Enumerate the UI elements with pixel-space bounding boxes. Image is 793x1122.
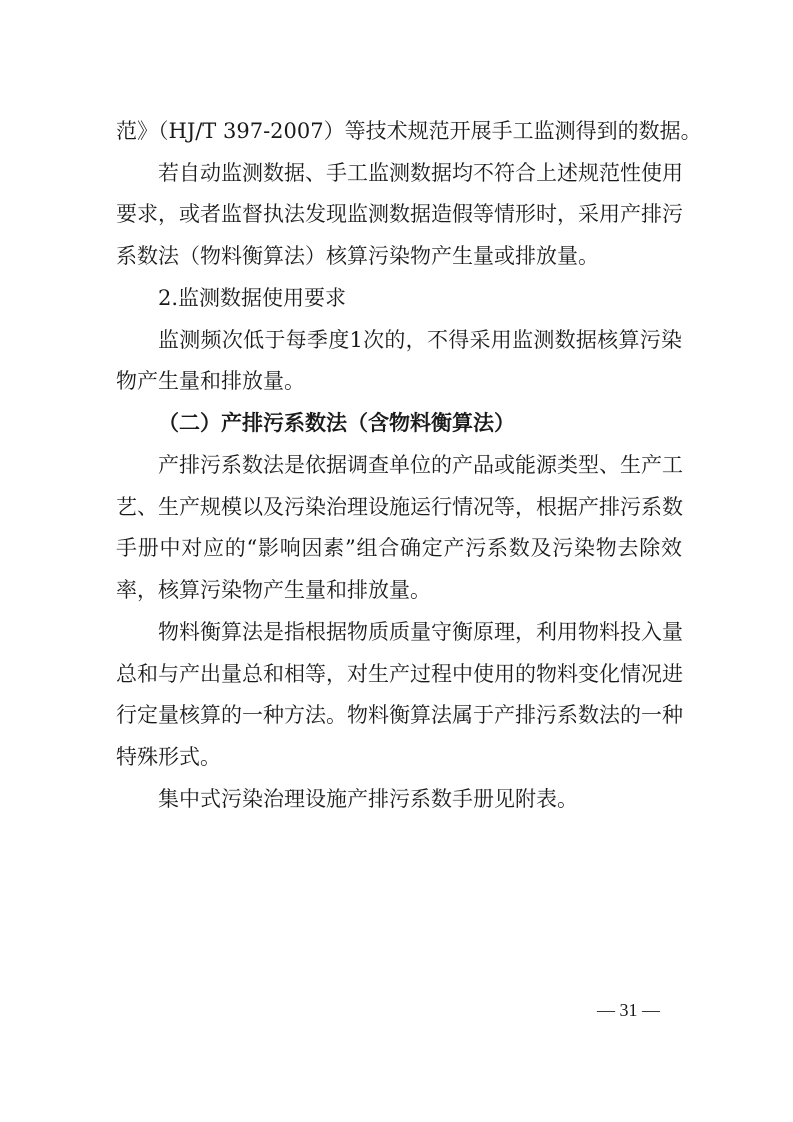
paragraph-line: 集中式污染治理设施产排污系数手册见附表。 [158, 787, 578, 811]
paragraph-line: 行定量核算的一种方法。物料衡算法属于产排污系数法的一种 [116, 703, 683, 727]
paragraph-line: 总和与产出量总和相等，对生产过程中使用的物料变化情况进 [116, 662, 683, 686]
paragraph-line: 系数法（物料衡算法）核算污染物产生量或排放量。 [116, 244, 599, 268]
paragraph-line: 产排污系数法是依据调查单位的产品或能源类型、生产工 [158, 453, 683, 477]
paragraph-line: 率，核算污染物产生量和排放量。 [116, 578, 431, 602]
paragraph-line: 特殊形式。 [116, 745, 221, 769]
section-subheading: 2.监测数据使用要求 [158, 286, 347, 310]
paragraph-line: 要求，或者监督执法发现监测数据造假等情形时，采用产排污 [116, 202, 683, 226]
paragraph-line: 手册中对应的“影响因素”组合确定产污系数及污染物去除效 [116, 536, 682, 560]
paragraph-line: 监测频次低于每季度1次的，不得采用监测数据核算污染 [158, 328, 682, 352]
paragraph-line: 物料衡算法是指根据物质质量守衡原理，利用物料投入量 [158, 620, 683, 644]
section-heading: （二）产排污系数法（含物料衡算法） [158, 411, 515, 435]
page-number: — 31 — [597, 1000, 660, 1020]
paragraph-line: 艺、生产规模以及污染治理设施运行情况等，根据产排污系数 [116, 495, 683, 519]
paragraph-line: 若自动监测数据、手工监测数据均不符合上述规范性使用 [158, 161, 683, 185]
paragraph-line: 范》（HJ/T 397-2007）等技术规范开展手工监测得到的数据。 [116, 119, 702, 143]
paragraph-line: 物产生量和排放量。 [116, 369, 305, 393]
